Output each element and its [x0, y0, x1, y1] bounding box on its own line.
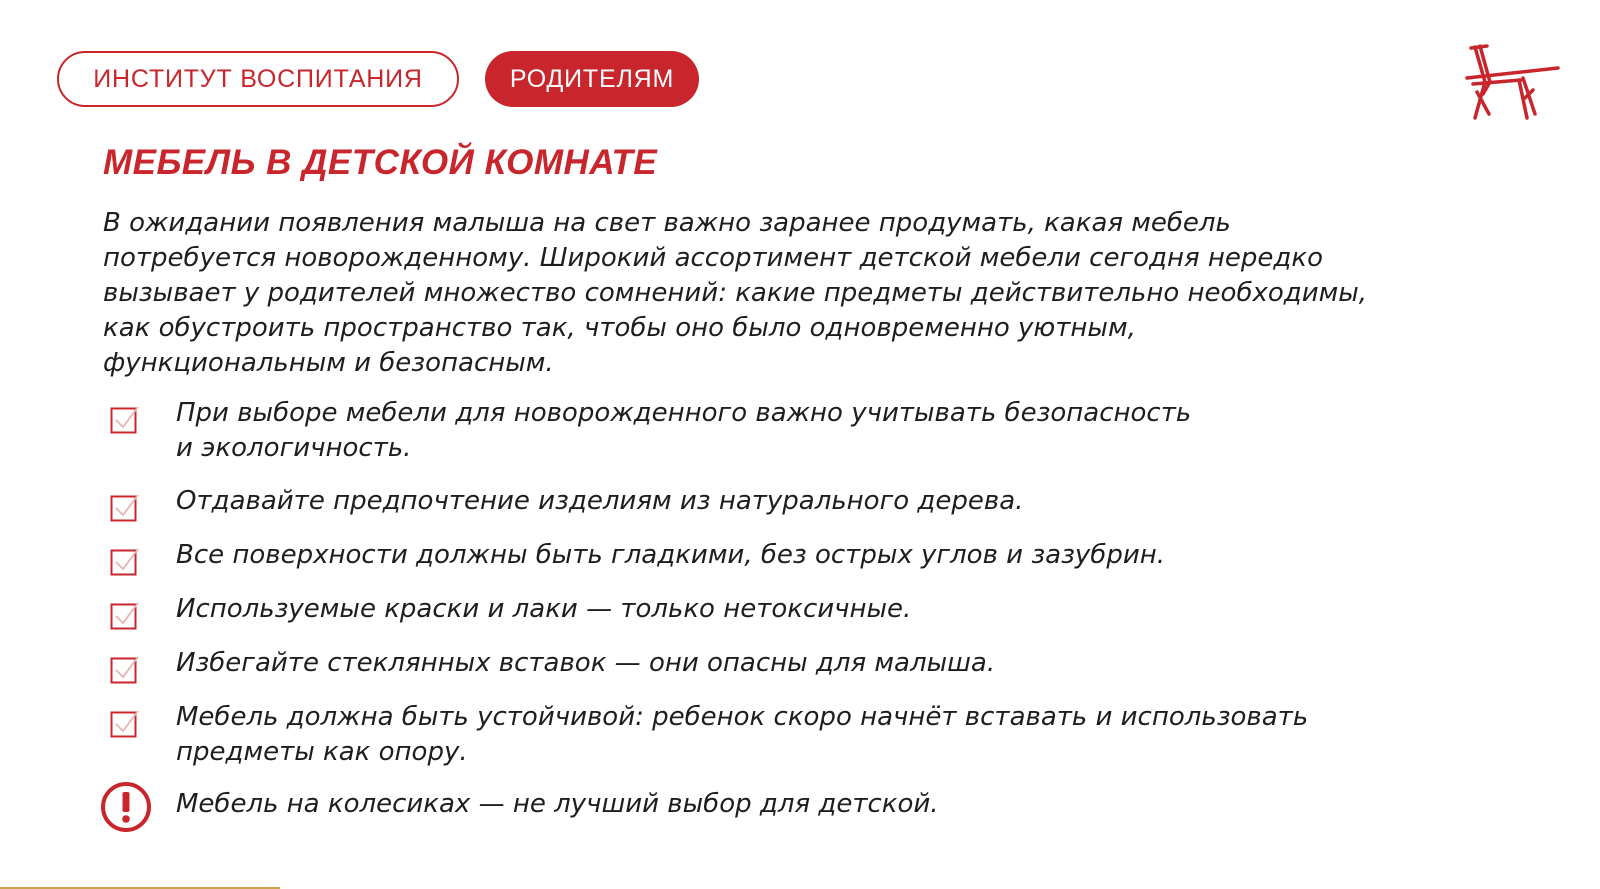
tag-parents[interactable]: [485, 51, 699, 107]
checklist-item-text: [176, 396, 1191, 466]
tag-parents-label: РОДИТЕЛЯМ: [509, 64, 675, 93]
checkbox-icon: [110, 492, 140, 522]
tag-institute-label: ИНСТИТУТ ВОСПИТАНИЯ: [93, 64, 423, 93]
intro-line: как обустроить пространство так, чтобы оно было одновременно уютным,: [103, 313, 1136, 343]
checklist-item-text: [176, 700, 1308, 770]
intro-line: потребуется новорожденному. Широкий ассортимент детской мебели сегодня нередко: [103, 243, 1323, 273]
checkbox-icon: [110, 600, 140, 630]
checklist-item-text: [176, 646, 995, 681]
intro-line: функциональным и безопасным.: [103, 348, 554, 378]
checkbox-icon: [110, 708, 140, 738]
checklist-line: и экологичность.: [176, 433, 412, 463]
exclamation-circle-icon: [100, 781, 152, 833]
checklist-line: Избегайте стеклянных вставок — они опасны для малыша.: [176, 648, 996, 678]
checklist-item-text: [176, 592, 911, 627]
checklist-line: Используемые краски и лаки — только нетоксичные.: [176, 594, 912, 624]
page-title: МЕБЕЛЬ В ДЕТСКОЙ КОМНАТЕ: [103, 143, 658, 182]
checklist-item-text: [176, 538, 1165, 573]
checkbox-icon: [110, 654, 140, 684]
intro-paragraph: [103, 206, 1543, 381]
checklist-line: Все поверхности должны быть гладкими, без острых углов и зазубрин.: [176, 540, 1166, 570]
intro-line: В ожидании появления малыша на свет важно заранее продумать, какая мебель: [103, 208, 1231, 238]
checklist-line: Мебель должна быть устойчивой: ребенок скоро начнёт вставать и использовать: [176, 702, 1309, 732]
checklist-item-text: [176, 484, 1023, 519]
intro-line: вызывает у родителей множество сомнений: какие предметы действительно необходимы,: [103, 278, 1368, 308]
warning-text: [176, 787, 939, 822]
checkbox-icon: [110, 546, 140, 576]
warning-line: Мебель на колесиках — не лучший выбор для детской.: [176, 789, 939, 819]
checkbox-icon: [110, 404, 140, 434]
checklist-line: предметы как опору.: [176, 737, 468, 767]
chair-icon: [1463, 42, 1563, 124]
checklist-line: При выборе мебели для новорожденного важно учитывать безопасность: [176, 398, 1192, 428]
tag-institute[interactable]: [57, 51, 459, 107]
checklist-line: Отдавайте предпочтение изделиям из натурального дерева.: [176, 486, 1024, 516]
